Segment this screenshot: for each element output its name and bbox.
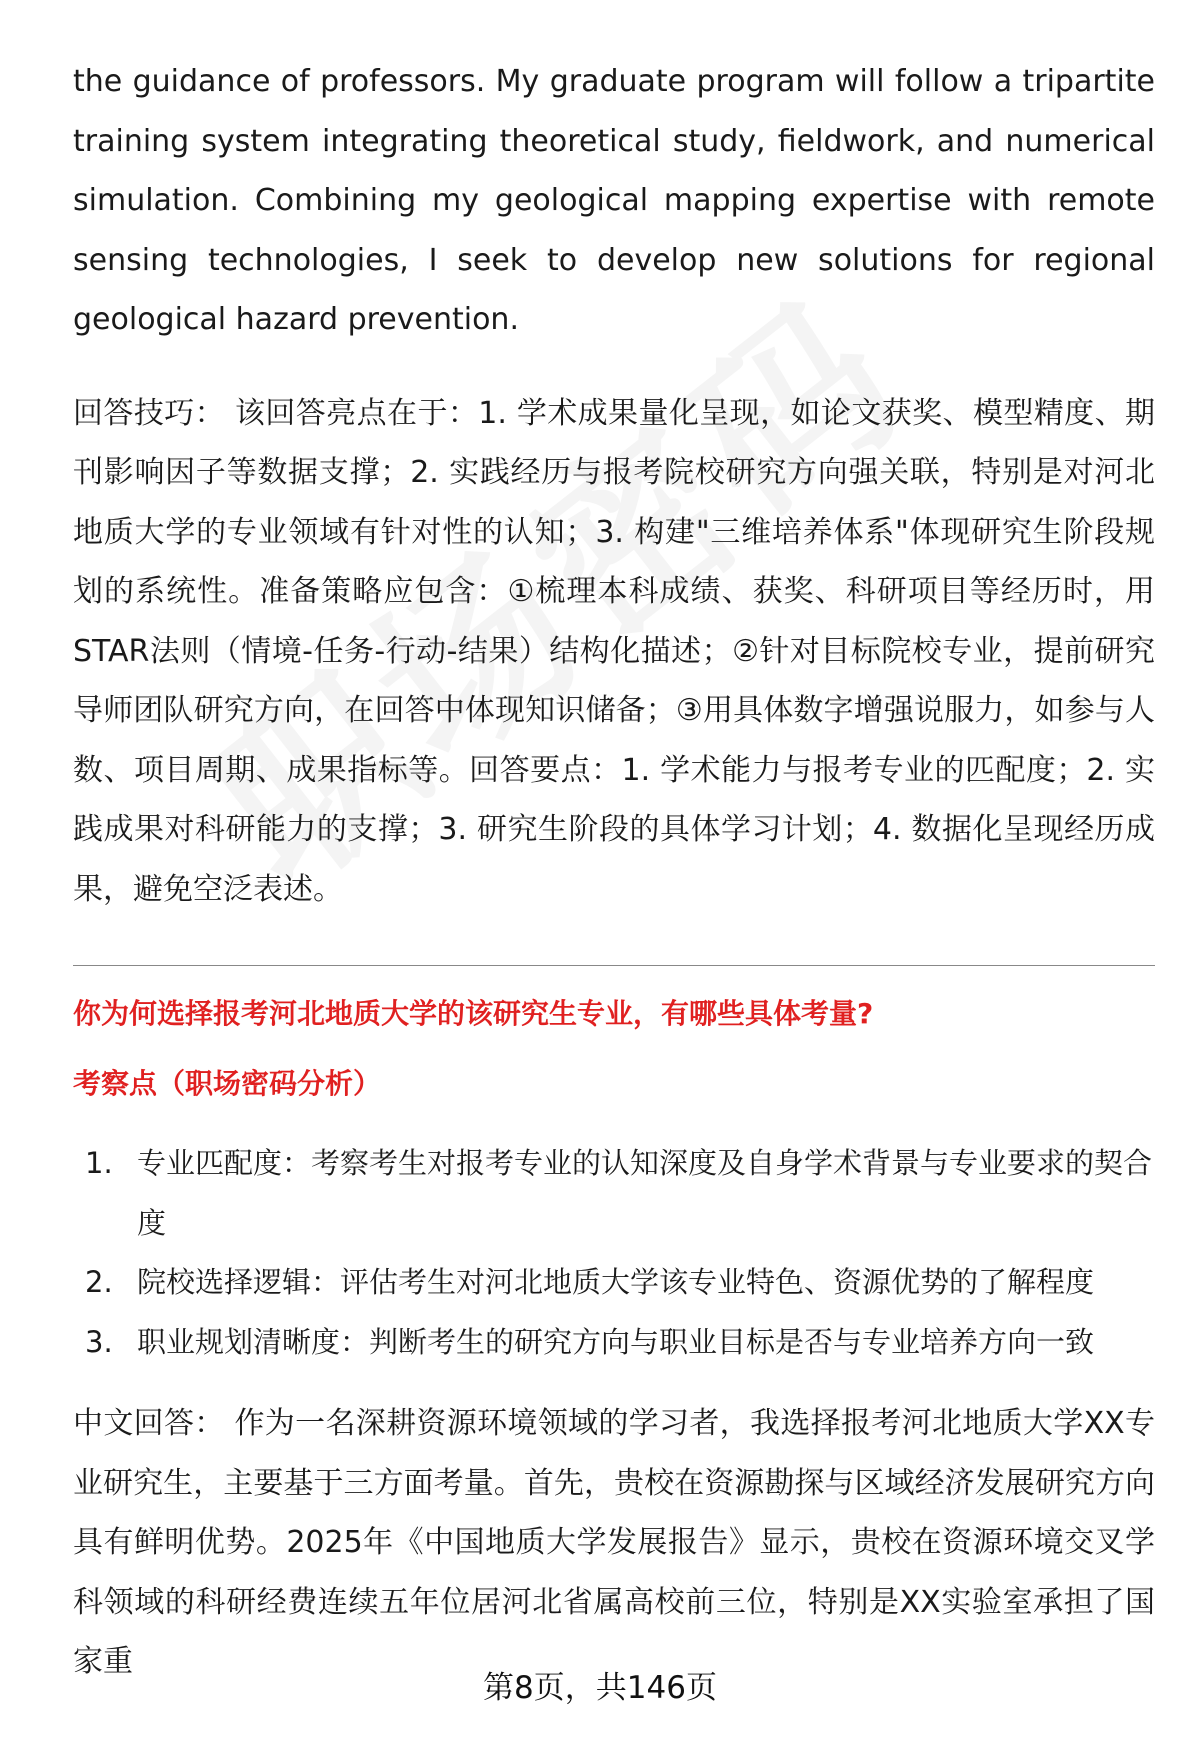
assessment-title: 考察点（职场密码分析） bbox=[73, 1067, 382, 1100]
list-item-number: 2. bbox=[85, 1265, 113, 1299]
list-item-text: 专业匹配度：考察考生对报考专业的认知深度及自身学术背景与专业要求的契合度 bbox=[137, 1146, 1153, 1240]
section-divider bbox=[73, 965, 1155, 966]
list-item bbox=[73, 1253, 1155, 1313]
page-footer: 第8页，共146页 bbox=[483, 1670, 717, 1706]
answer-paragraph: 中文回答： 作为一名深耕资源环境领域的学习者，我选择报考河北地质大学XX专业研究生，主要基于三方面考量。首先，贵校在资源勘探与区域经济发展研究方向具有鲜明优势。2025年《中国地质大学发展报告》显示，贵校在资源环境交叉学科领域的科研经费连续五年位居河北省属高校前三位，特别是XX实验室承担了国家重 bbox=[73, 1406, 1155, 1679]
list-item bbox=[73, 1313, 1155, 1373]
list-item-text: 院校选择逻辑：评估考生对河北地质大学该专业特色、资源优势的了解程度 bbox=[137, 1265, 1095, 1299]
assessment-list bbox=[73, 1134, 1155, 1372]
question-title: 你为何选择报考河北地质大学的该研究生专业，有哪些具体考量? bbox=[73, 997, 874, 1030]
list-item bbox=[73, 1134, 1155, 1253]
page-content bbox=[73, 52, 1155, 1692]
list-item-number: 3. bbox=[85, 1324, 113, 1359]
tips-paragraph: 回答技巧： 该回答亮点在于：1. 学术成果量化呈现，如论文获奖、模型精度、期刊影响因子等数据支撑；2. 实践经历与报考院校研究方向强关联，特别是对河北地质大学的专业领域有针对性的认知；3. 构建"三维培养体系"体现研究生阶段规划的系统性。准备策略应包含：①梳理本科成绩、获奖、科研项目等经历时，用STAR法则（情境-任务-行动-结果）结构化描述；②针对目标院校专业，提前研究导师团队研究方向，在回答中体现知识储备；③用具体数字增强说服力，如参与人数、项目周期、成果指标等。回答要点：1. 学术能力与报考专业的匹配度；2. 实践成果对科研能力的支撑；3. 研究生阶段的具体学习计划；4. 数据化呈现经历成果，避免空泛表述。 bbox=[73, 395, 1155, 907]
intro-paragraph: the guidance of professors. My graduate program will follow a tripartite training system integrating theoretical study, fieldwork, and numerical simulation. Combining my geological mapping expertise with remote sensing technologies, I seek to develop new solutions for regional geological hazard prevention. bbox=[73, 64, 1155, 337]
list-item-number: 1. bbox=[85, 1146, 113, 1180]
list-item-text: 职业规划清晰度：判断考生的研究方向与职业目标是否与专业培养方向一致 bbox=[137, 1324, 1095, 1359]
